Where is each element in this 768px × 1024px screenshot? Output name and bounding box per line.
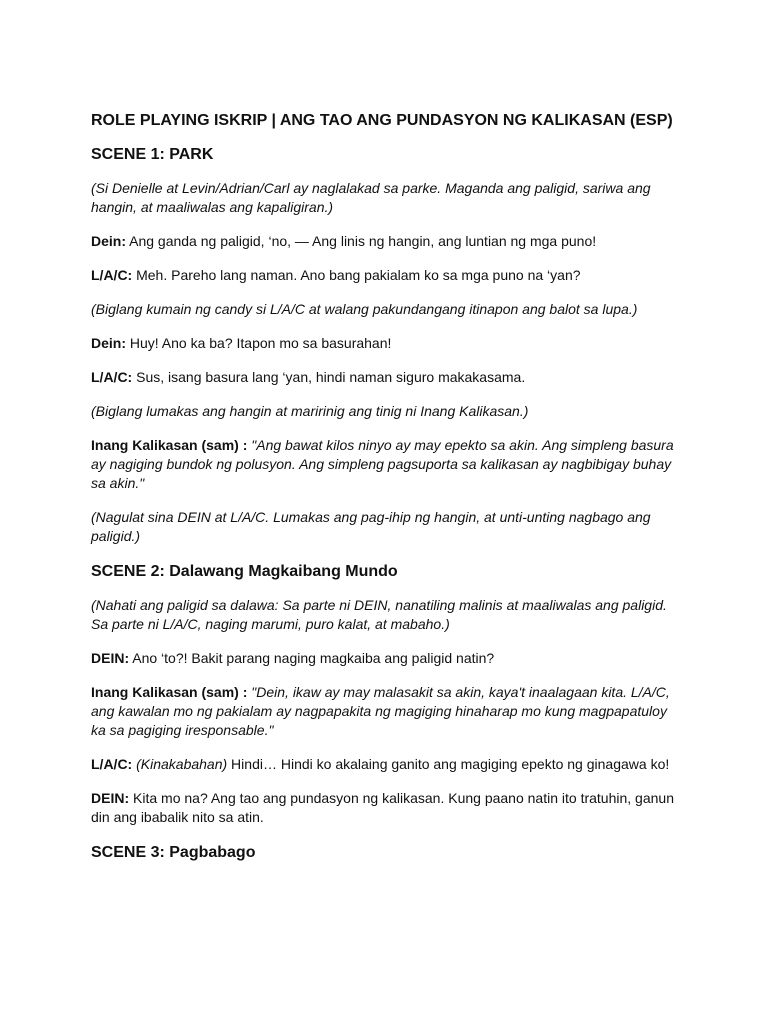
speaker-name: L/A/C: [91,756,133,772]
speaker-name: L/A/C: [91,267,133,283]
document-title: ROLE PLAYING ISKRIP | ANG TAO ANG PUNDASYON NG KALIKASAN (ESP) [91,112,673,129]
dialogue-line [91,266,685,285]
stage-direction: (Nahati ang paligid sa dalawa: Sa parte ni DEIN, nanatiling malinis at maaliwalas ang paligid. Sa parte ni L/A/C, naging marumi, puro kalat, at mabaho.) [91,597,667,632]
dialogue-line [91,232,685,251]
dialogue-line [91,649,685,668]
dialogue-text: Ang ganda ng paligid, ‘no, — Ang linis ng hangin, ang luntian ng mga puno! [126,233,597,249]
dialogue-line [91,755,685,774]
speaker-name: Dein: [91,335,126,351]
stage-direction: (Si Denielle at Levin/Adrian/Carl ay naglalakad sa parke. Maganda ang paligid, sariwa ang hangin, at maaliwalas ang kapaligiran.) [91,180,651,215]
dialogue-text: Ano ‘to?! Bakit parang naging magkaiba ang paligid natin? [129,650,495,666]
speaker-name: Inang Kalikasan (sam) : [91,437,248,453]
speaker-name: Inang Kalikasan (sam) : [91,684,248,700]
stage-direction: (Biglang lumakas ang hangin at maririnig ang tinig ni Inang Kalikasan.) [91,403,529,419]
dialogue-text: Huy! Ano ka ba? Itapon mo sa basurahan! [126,335,392,351]
speaker-name: Dein: [91,233,126,249]
dialogue-text: "Dein, ikaw ay may malasakit sa akin, kaya't inaalagaan kita. L/A/C, ang kawalan mo ng pakialam ay nagpapakita ng magiging hinaharap mo kung magpapatuloy ka sa pagiging iresponsable." [91,684,670,738]
speaker-name: L/A/C: [91,369,133,385]
stage-direction: (Nagulat sina DEIN at L/A/C. Lumakas ang pag-ihip ng hangin, at unti-unting nagbago ang paligid.) [91,509,651,544]
dialogue-line [91,436,685,493]
scene-2-heading: SCENE 2: Dalawang Magkaibang Mundo [91,563,398,580]
speaker-name: DEIN: [91,790,130,806]
dialogue-line [91,368,685,387]
dialogue-line [91,683,685,740]
stage-direction: (Biglang kumain ng candy si L/A/C at walang pakundangang itinapon ang balot sa lupa.) [91,301,638,317]
dialogue-text: Meh. Pareho lang naman. Ano bang pakialam ko sa mga puno na ‘yan? [132,267,581,283]
speaker-name: DEIN: [91,650,130,666]
dialogue-line [91,334,685,353]
scene-3-heading: SCENE 3: Pagbabago [91,844,256,861]
scene-1-heading: SCENE 1: PARK [91,146,214,163]
dialogue-text: Kita mo na? Ang tao ang pundasyon ng kalikasan. Kung paano natin ito tratuhin, ganun din ang ibabalik nito sa atin. [91,790,674,825]
dialogue-line [91,789,685,827]
dialogue-text: Sus, isang basura lang ‘yan, hindi naman siguro makakasama. [132,369,526,385]
dialogue-text: "Ang bawat kilos ninyo ay may epekto sa akin. Ang simpleng basura ay nagiging bundok ng polusyon. Ang simpleng pagsuporta sa kalikasan ay nagbibigay buhay sa akin." [91,437,674,491]
stage-aside: (Kinakabahan) [132,756,228,772]
dialogue-text: Hindi… Hindi ko akalaing ganito ang magiging epekto ng ginagawa ko! [227,756,670,772]
document-page [91,110,685,877]
